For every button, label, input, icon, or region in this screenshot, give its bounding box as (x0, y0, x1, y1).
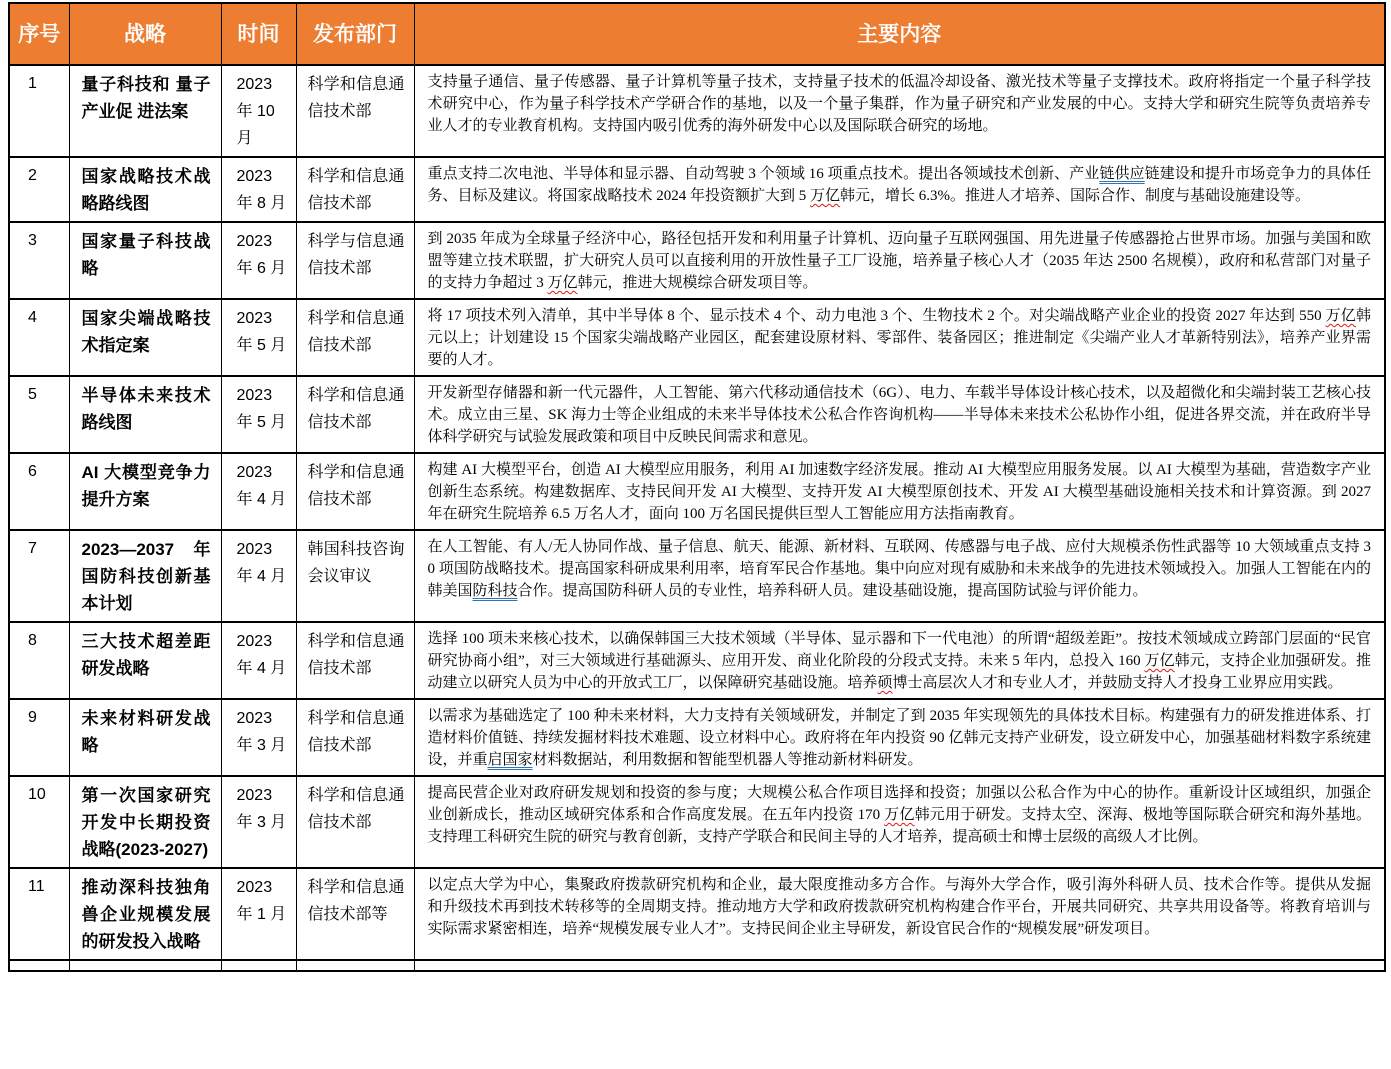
row-number: 11 (9, 868, 69, 960)
publish-department: 科学和信息通信技术部 (296, 622, 414, 699)
strategy-name: 推动深科技独角兽企业规模发展的研发投入战略 (69, 868, 221, 960)
content-text: 链建设和提升市场竞争力的具体任务、目标及建议。将国家战略技术 2024 年投资额扩大到 5 (427, 166, 1371, 204)
publish-time: 2023 年 4 月 (221, 530, 296, 622)
main-content (414, 65, 1385, 157)
header-content: 主要内容 (414, 3, 1385, 65)
header-strategy: 战略 (69, 3, 221, 65)
publish-department (296, 960, 414, 971)
strategy-name: 三大技术超差距研发战略 (69, 622, 221, 699)
strategy-name: 国家量子科技战略 (69, 222, 221, 299)
publish-time: 2023 年 4 月 (221, 453, 296, 530)
content-text: 在人工智能、有人/无人协同作战、量子信息、航天、能源、新材料、互联网、传感器与电子战、应付大规模杀伤性武器等 10 大领域重点支持 30 项国防战略技术。提高国家科研成果利用率，培育军民合作基地。集中向应对现有威胁和未来战争的先进技术领域投入。加强人工智能在内的韩美国 (427, 539, 1371, 599)
table-row (9, 376, 1385, 453)
table-row (9, 699, 1385, 776)
content-text: 韩元以上；计划建设 15 个国家尖端战略产业园区，配套建设原材料、零部件、装备园区；推进制定《尖端产业人才革新特别法》，培养产业界需要的人才。 (427, 308, 1371, 368)
table-row (9, 622, 1385, 699)
row-number: 3 (9, 222, 69, 299)
publish-time: 2023 年 10 月 (221, 65, 296, 157)
content-text: 韩元，支持企业加强研发。推动建立以研究人员为中心的开放式工厂，以保障研究基础设施。培养 (427, 653, 1371, 691)
content-text: 韩元，推进大规模综合研发项目等。 (577, 275, 818, 291)
main-content (414, 222, 1385, 299)
publish-department: 科学和信息通信技术部 (296, 776, 414, 868)
content-text: 提高民营企业对政府研发规划和投资的参与度；大规模公私合作项目选择和投资；加强以公私合作为中心的协作。重新设计区域组织，加强企业创新成长，推动区域研究体系和合作高度发展。在五年内投资 170 (427, 785, 1371, 823)
header-dept: 发布部门 (296, 3, 414, 65)
publish-department: 科学与信息通信技术部 (296, 222, 414, 299)
publish-department: 韩国科技咨询会议审议 (296, 530, 414, 622)
grammar-underline-text: 防科技 (472, 583, 518, 599)
content-text: 以需求为基础选定了 100 种未来材料，大力支持有关领域研发，并制定了到 2035 年实现领先的具体技术目标。构建强有力的研发推进体系、打造材料价值链、持续发掘材料技术难题、设立材料中心。政府将在年内投资 90 亿韩元支持产业研发，设立研发中心，加强基础材料数字系统建设，并重 (427, 708, 1371, 768)
content-text: 将 17 项技术列入清单，其中半导体 8 个、显示技术 4 个、动力电池 3 个、生物技术 2 个。对尖端战略产业企业的投资 2027 年达到 550 (427, 308, 1326, 324)
spellcheck-squiggle-text: 万亿 (884, 807, 915, 823)
row-number: 8 (9, 622, 69, 699)
strategy-name: 半导体未来技术路线图 (69, 376, 221, 453)
table-row (9, 453, 1385, 530)
spellcheck-squiggle-text: 万亿 (547, 275, 578, 291)
publish-time: 2023 年 3 月 (221, 776, 296, 868)
main-content (414, 776, 1385, 868)
table-row-partial (9, 960, 1385, 971)
row-number: 2 (9, 157, 69, 222)
grammar-underline-text: 链供应 (1099, 166, 1145, 182)
publish-time (221, 960, 296, 971)
main-content (414, 299, 1385, 376)
strategy-name: 国家战略技术战略路线图 (69, 157, 221, 222)
content-text: 以定点大学为中心，集聚政府拨款研究机构和企业，最大限度推动多方合作。与海外大学合作，吸引海外科研人员、技术合作等。提供从发掘和升级技术再到技术转移等的全周期支持。推动地方大学和政府拨款研究机构构建合作平台，开展共同研究、共享共用设备等。将教育培训与实际需求紧密相连，培养“规模发展专业人才”。支持民间企业主导研发，新设官民合作的“规模发展”研发项目。 (427, 877, 1371, 937)
strategy-name: 2023—2037 年国防科技创新基本计划 (69, 530, 221, 622)
strategy-name: 量子科技和 量子产业促 进法案 (69, 65, 221, 157)
table-row (9, 776, 1385, 868)
content-text: 韩元用于研发。支持太空、深海、极地等国际联合研究和海外基地。支持理工科研究生院的研究与教育创新，支持产学联合和民间主导的人才培养，提高硕士和博士层级的高级人才比例。 (427, 807, 1371, 845)
grammar-underline-text: 启国家 (487, 752, 533, 768)
strategy-table (8, 2, 1386, 972)
publish-department: 科学和信息通信技术部 (296, 299, 414, 376)
publish-department: 科学和信息通信技术部等 (296, 868, 414, 960)
publish-department: 科学和信息通信技术部 (296, 699, 414, 776)
strategy-name: 第一次国家研究开发中长期投资战略(2023-2027) (69, 776, 221, 868)
publish-time: 2023 年 8 月 (221, 157, 296, 222)
content-text: 选择 100 项未来核心技术，以确保韩国三大技术领域（半导体、显示器和下一代电池）的所谓“超级差距”。按技术领域成立跨部门层面的“民官研究协商小组”，对三大领域进行基础源头、应用开发、商业化阶段的分段式支持。未来 5 年内，总投入 160 (427, 631, 1371, 669)
content-text: 重点支持二次电池、半导体和显示器、自动驾驶 3 个领域 16 项重点技术。提出各领域技术创新、产业 (427, 166, 1100, 182)
main-content (414, 376, 1385, 453)
content-text: 合作。提高国防科研人员的专业性，培养科研人员。建设基础设施，提高国防试验与评价能力。 (517, 583, 1148, 599)
spellcheck-squiggle-text: 硕 (877, 675, 893, 691)
row-number: 6 (9, 453, 69, 530)
main-content (414, 868, 1385, 960)
row-number: 1 (9, 65, 69, 157)
table-body (9, 65, 1385, 971)
publish-department: 科学和信息通信技术部 (296, 157, 414, 222)
publish-time: 2023 年 1 月 (221, 868, 296, 960)
main-content (414, 699, 1385, 776)
row-number: 5 (9, 376, 69, 453)
publish-time: 2023 年 3 月 (221, 699, 296, 776)
spellcheck-squiggle-text: 万亿 (1144, 653, 1175, 669)
publish-department: 科学和信息通信技术部 (296, 376, 414, 453)
row-number: 9 (9, 699, 69, 776)
spellcheck-squiggle-text: 万亿 (810, 188, 841, 204)
strategy-name: 国家尖端战略技术指定案 (69, 299, 221, 376)
publish-time: 2023 年 4 月 (221, 622, 296, 699)
table-row (9, 157, 1385, 222)
row-number: 4 (9, 299, 69, 376)
publish-department: 科学和信息通信技术部 (296, 453, 414, 530)
table-row (9, 868, 1385, 960)
content-text: 到 2035 年成为全球量子经济中心，路径包括开发和利用量子计算机、迈向量子互联网强国、用先进量子传感器抢占世界市场。加强与美国和欧盟等建立技术联盟，扩大研究人员可以直接利用的开放性量子工厂设施，培养量子核心人才（2035 年达 2500 名规模），政府和私营部门对量子的支持力争超过 3 (427, 231, 1371, 291)
table-row (9, 299, 1385, 376)
header-num: 序号 (9, 3, 69, 65)
main-content (414, 453, 1385, 530)
header-time: 时间 (221, 3, 296, 65)
main-content (414, 157, 1385, 222)
table-row (9, 222, 1385, 299)
main-content (414, 960, 1385, 971)
main-content (414, 530, 1385, 622)
table-row (9, 65, 1385, 157)
strategy-name: AI 大模型竞争力提升方案 (69, 453, 221, 530)
content-text: 韩元，增长 6.3%。推进人才培养、国际合作、制度与基础设施建设等。 (840, 188, 1311, 204)
main-content (414, 622, 1385, 699)
content-text: 支持量子通信、量子传感器、量子计算机等量子技术，支持量子技术的低温冷却设备、激光技术等量子支撑技术。政府将指定一个量子科学技术研究中心，作为量子科学技术产学研合作的基地，以及一个量子集群，作为量子研究和产业发展的中心。支持大学和研究生院等负责培养专业人才的专业教育机构。支持国内吸引优秀的海外研发中心以及国际联合研究的场地。 (427, 74, 1371, 134)
row-number: 10 (9, 776, 69, 868)
content-text: 构建 AI 大模型平台，创造 AI 大模型应用服务，利用 AI 加速数字经济发展。推动 AI 大模型应用服务发展。以 AI 大模型为基础，营造数字产业创新生态系统。构建数据库、支持民间开发 AI 大模型、支持开发 AI 大模型原创技术、开发 AI 大模型基础设施相关技术和计算资源。到 2027 年在研究生院培养 6.5 万名人才，面向 100 万名国民提供巨型人工智能应用方法指南教育。 (427, 462, 1371, 522)
row-number: 7 (9, 530, 69, 622)
row-number (9, 960, 69, 971)
content-text: 博士高层次人才和专业人才，并鼓励支持人才投身工业界应用实践。 (892, 675, 1343, 691)
publish-time: 2023 年 6 月 (221, 222, 296, 299)
strategy-name (69, 960, 221, 971)
table-header (9, 3, 1385, 65)
spellcheck-squiggle-text: 万亿 (1325, 308, 1356, 324)
publish-department: 科学和信息通信技术部 (296, 65, 414, 157)
content-text: 材料数据站，利用数据和智能型机器人等推动新材料研发。 (532, 752, 923, 768)
table-row (9, 530, 1385, 622)
content-text: 开发新型存储器和新一代元器件，人工智能、第六代移动通信技术（6G）、电力、车载半导体设计核心技术，以及超微化和尖端封装工艺核心技术。成立由三星、SK 海力士等企业组成的未来半导体技术公私合作咨询机构——半导体未来技术公私协作小组，促进各界交流，并在政府半导体科学研究与试验发展政策和项目中反映民间需求和意见。 (427, 385, 1371, 445)
strategy-name: 未来材料研发战略 (69, 699, 221, 776)
publish-time: 2023 年 5 月 (221, 376, 296, 453)
publish-time: 2023 年 5 月 (221, 299, 296, 376)
